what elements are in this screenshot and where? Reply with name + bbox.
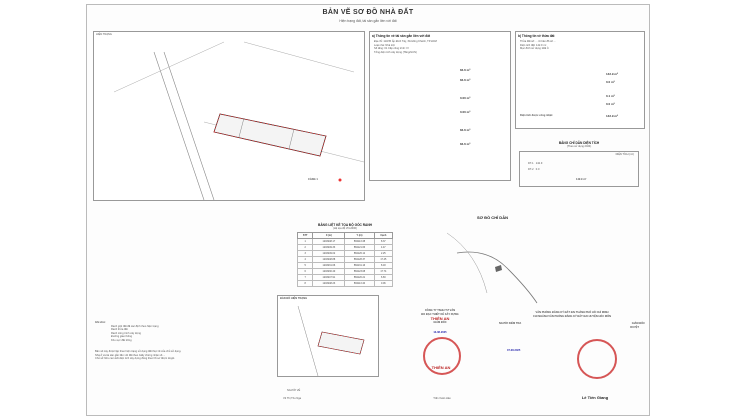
- coord-cell: 584128.37: [345, 256, 374, 262]
- company-stamp-text: THIÊN AN: [431, 365, 451, 370]
- land-value: 0.0 m²: [606, 80, 615, 84]
- asset-value: 0.00 m²: [460, 96, 471, 100]
- office-line2: CHI NHÁNH VĂN PHÒNG ĐĂNG KÝ ĐẤT ĐAI HUYỆN HÓC MÔN: [533, 314, 611, 318]
- coord-cell: 1203248.17: [313, 238, 345, 244]
- coord-cell: 6.83: [374, 274, 392, 280]
- office-approved: DUYỆT: [630, 325, 639, 329]
- land-total-label: Diện tích được công nhận:: [520, 114, 554, 117]
- asset-line: Địa chỉ: 113/35 Ấp Đình Tây, Xã Hồng Khánh, TP.HCM: [374, 40, 437, 43]
- area-col: DIỆN TÍCH (m²): [615, 152, 634, 156]
- drafter-role: NGƯỜI VẼ: [287, 389, 301, 392]
- coord-cell: 1203231.66: [313, 262, 345, 268]
- note-item: Ranh công trình xây dựng: [111, 331, 141, 335]
- table-row: [298, 280, 393, 286]
- drafter-name: Vũ Thị Thu Nga: [283, 397, 302, 400]
- coord-cell: 584121.66: [345, 244, 374, 250]
- land-info-heading: b) Thông tin về thửa đất: [518, 34, 555, 38]
- current-plan-drawing: [278, 296, 378, 376]
- page-title: BẢN VẼ SƠ ĐỒ NHÀ ĐẤT: [322, 9, 414, 16]
- office-signer: Lê Tiến Giang: [581, 395, 609, 400]
- coord-heading: BẢNG LIỆT KÊ TỌA ĐỘ GÓC RANH: [318, 223, 372, 227]
- coord-cell: 7: [298, 274, 313, 280]
- company-signer: Trần Xuân Hảo: [433, 397, 451, 400]
- coord-cell: 3: [298, 250, 313, 256]
- asset-value: 84.6 m²: [460, 142, 471, 146]
- coord-cell: 1203230.40: [313, 268, 345, 274]
- note-item: Khu vực đất trống: [111, 338, 132, 342]
- map-tag: HIỆN TRẠNG: [96, 33, 112, 36]
- asset-info-heading: a) Thông tin về tài sản gắn liền với đất: [372, 34, 431, 38]
- coord-cell: 8.37: [374, 238, 392, 244]
- company-role: GIÁM ĐỐC: [433, 321, 447, 325]
- note-item: Ranh thửa đất: [111, 328, 128, 332]
- legend-notes: [95, 321, 275, 343]
- coord-cell: 584113.40: [345, 280, 374, 286]
- coord-col-header: Cạnh: [374, 232, 392, 238]
- coord-cell: 1203249.33: [313, 244, 345, 250]
- location-drawing: [417, 223, 567, 313]
- condition-item: Chủ sở hữu cam kết diện tích xây dựng đúng theo hồ sơ được duyệt.: [95, 357, 175, 361]
- land-info: [515, 31, 645, 129]
- asset-line: Tổng diện tích xây dựng (Tầng/GCN): [374, 50, 417, 54]
- office-date: 07-08-2025: [507, 349, 521, 352]
- location-sketch: [417, 215, 567, 305]
- coord-cell: 6: [298, 268, 313, 274]
- company-block: [385, 309, 495, 334]
- coord-cell: 1203249.02: [313, 250, 345, 256]
- coord-cell: 2: [298, 244, 313, 250]
- coord-cell: 1203247.91: [313, 274, 345, 280]
- company-date: 13-08-2025: [433, 330, 447, 334]
- coordinate-table: [297, 223, 393, 287]
- coord-cell: 584123.08: [345, 268, 374, 274]
- current-plan: [277, 295, 379, 377]
- note-item: Đường giao thông: [111, 335, 133, 339]
- coord-col-header: X (m): [313, 232, 345, 238]
- coord-cell: 584131.16: [345, 262, 374, 268]
- coord-cell: 584120.21: [345, 274, 374, 280]
- coord-grid: [297, 232, 393, 287]
- land-line: Diện tích đất: 142.9 m²: [520, 43, 547, 47]
- asset-line: Số tầng: 01 Cấp công trình: IV: [374, 47, 409, 51]
- office-line1: VĂN PHÒNG ĐĂNG KÝ ĐẤT ĐAI THÀNH PHỐ HỒ CHÍ MINH: [535, 311, 609, 314]
- land-value: 0.0 m²: [606, 102, 615, 106]
- coord-cell: 2.25: [374, 250, 392, 256]
- area-total: 142.9 m²: [576, 177, 587, 181]
- office-director: GIÁM ĐỐC: [631, 322, 645, 326]
- coord-col-header: STT: [298, 232, 313, 238]
- asset-value: 84.6 m²: [460, 128, 471, 132]
- plan-tag: CẢNG 1: [308, 178, 318, 181]
- area-table: [519, 141, 639, 187]
- asset-value: 0.00 m²: [460, 110, 471, 114]
- site-plan-drawing: [94, 32, 364, 200]
- condition-item: Bản vẽ này được lập theo hiện trạng sử dụng đất thực tế của chủ sử dụng.: [95, 350, 182, 353]
- land-line: Mục đích sử dụng: Đất ở: [520, 47, 549, 51]
- company-line1: CÔNG TY TNHH TƯ VẤN: [424, 309, 456, 312]
- conditions: [95, 350, 270, 361]
- coord-cell: 17.74: [374, 268, 392, 274]
- notes-heading: Ghi chú:: [95, 321, 106, 324]
- area-row: DT-2 0.0: [528, 167, 540, 171]
- asset-info: [369, 31, 511, 181]
- site-plan: [93, 31, 365, 201]
- page-subtitle: Hiện trạng đất, tài sản gắn liền với đất: [339, 19, 397, 23]
- coord-cell: 17.45: [374, 256, 392, 262]
- coord-cell: 8.18: [374, 262, 392, 268]
- note-item: Ranh giới đất đã xác định theo hiện trạng: [111, 324, 159, 328]
- coord-cell: 8: [298, 280, 313, 286]
- asset-value: 84.6 m²: [460, 78, 471, 82]
- office-checker: NGƯỜI KIỂM TRA: [499, 322, 522, 326]
- coord-cell: 4.47: [374, 244, 392, 250]
- office-block: [499, 311, 645, 329]
- coord-cell: 5: [298, 262, 313, 268]
- coord-cell: 4: [298, 256, 313, 262]
- area-table-subheading: (Theo sử dụng 2024): [566, 145, 592, 148]
- company-name: THIÊN AN: [430, 316, 450, 322]
- land-value: 142.9 m²: [606, 114, 619, 118]
- location-heading: SƠ ĐỒ CHỈ DẪN: [477, 215, 508, 220]
- coord-cell: 1203248.88: [313, 256, 345, 262]
- coord-cell: 1203248.23: [313, 280, 345, 286]
- company-line2: ĐO ĐẠC THIẾT KẾ XÂY DỰNG: [421, 312, 459, 316]
- coord-cell: 584113.38: [345, 238, 374, 244]
- land-parcel: [214, 114, 326, 156]
- coord-col-header: Y (m): [345, 232, 374, 238]
- office-stamp: [577, 339, 617, 379]
- condition-item: Nhà ở và tài sản gắn liền với đất theo Giấy chứng nhận số ...: [95, 353, 166, 357]
- drawing-sheet: [86, 4, 650, 416]
- asset-value: 84.6 m²: [460, 68, 471, 72]
- land-value: 0.1 m²: [606, 94, 615, 98]
- asset-line: Loại nhà: Nhà trệt: [374, 43, 395, 47]
- coord-cell: 1: [298, 238, 313, 244]
- coord-subheading: (Hệ tọa độ VN-2000): [333, 227, 357, 230]
- coord-cell: 584126.12: [345, 250, 374, 256]
- area-row: DT-1 142.9: [528, 161, 543, 165]
- area-table-heading: BẢNG CHỈ DẪN DIỆN TÍCH: [558, 141, 600, 145]
- coord-cell: 0.06: [374, 280, 392, 286]
- land-line: Thửa đất số: ... tờ bản đồ số ...: [520, 40, 556, 43]
- land-value: 142.9 m²: [606, 72, 619, 76]
- bottom-heading: BẢN ĐỒ HIỆN TRẠNG: [280, 297, 308, 300]
